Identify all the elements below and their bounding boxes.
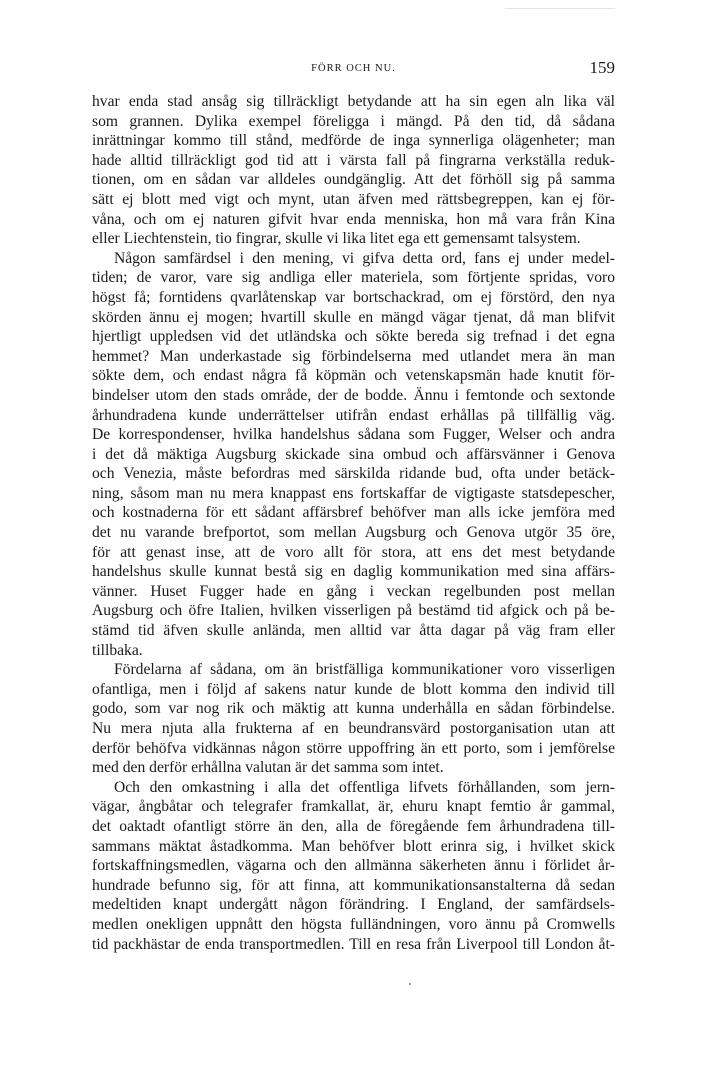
text-line: tiden; de varor, vare sig andliga eller materiela, som förtjente spridas, voro bbox=[92, 269, 615, 287]
text-line: godo, som var nog rik och mäktig att kunna underhålla en sådan förbindelse. bbox=[92, 700, 615, 718]
scan-artifact-line bbox=[505, 8, 615, 9]
text-line: Augsburg och öfre Italien, hvilken visserligen på bestämd tid afgick och på be- bbox=[92, 602, 615, 620]
text-line: som grannen. Dylika exempel föreligga i mängd. På den tid, då sådana bbox=[92, 112, 615, 130]
text-line: sökte dem, och endast några få köpmän och vetenskapsmän hade knutit för- bbox=[92, 367, 615, 385]
text-line: sätt ej blott med vigt och mynt, utan äfven med rättsbegreppen, kan ej för- bbox=[92, 190, 615, 208]
text-line: hjertligt uppledsen vid det utländska och sökte bereda sig trefnad i det egna bbox=[92, 328, 615, 346]
text-line: århundradena kunde underrättelser utifrån endast erhållas på tillfällig väg. bbox=[92, 406, 615, 424]
body-text bbox=[92, 92, 615, 954]
text-line: och Venezia, måste befordras med särskilda ridande bud, ofta under betäck- bbox=[92, 465, 615, 483]
text-line: inrättningar kommo till stånd, medförde de inga synnerliga olägenheter; man bbox=[92, 132, 615, 150]
text-line: De korrespondenser, hvilka handelshus sådana som Fugger, Welser och andra bbox=[92, 426, 615, 444]
text-line: Nu mera njuta alla frukterna af en beundransvärd postorganisation utan att bbox=[92, 720, 615, 737]
text-line: det nu varande brefportot, som mellan Augsburg och Genova utgör 35 öre, bbox=[92, 524, 615, 542]
text-line: med den derför erhållna valutan är det samma som intet. bbox=[92, 759, 444, 777]
text-line: ning, såsom man nu mera knappast ens fortskaffar de vigtigaste statsdepescher, bbox=[92, 484, 615, 502]
text-line: tionen, om en sådan var alldeles oundgänglig. Att det förhöll sig på samma bbox=[92, 171, 615, 189]
text-line: ofantliga, men i följd af sakens natur kunde de blott komma den individ till bbox=[92, 680, 615, 698]
scan-speck bbox=[409, 983, 411, 985]
page-header bbox=[92, 58, 615, 80]
text-line: för att genast inse, att de voro allt för stora, att ens det mest betydande bbox=[92, 543, 615, 561]
text-line: derför behöfva vidkännas någon större uppoffring än ett porto, som i jemförelse bbox=[92, 739, 615, 757]
text-line: eller Liechtenstein, tio fingrar, skulle vi lika litet ega ett gemensamt talsystem. bbox=[92, 230, 581, 248]
text-line: tillbaka. bbox=[92, 641, 143, 659]
text-line: medeltiden knapt undergått någon förändring. I England, der samfärdsels- bbox=[92, 896, 615, 914]
text-line: hemmet? Man underkastade sig förbindelserna med utlandet mera än man bbox=[92, 347, 615, 365]
text-line: högst få; forntidens qvarlåtenskap var bortschackrad, om ej förstörd, den nya bbox=[92, 288, 615, 306]
text-line: det oaktadt ofantligt större än den, alla de föregående fem århundradena till- bbox=[92, 817, 615, 835]
text-line: tid packhästar de enda transportmedlen. Till en resa från Liverpool till London åt- bbox=[92, 935, 615, 953]
text-line: bindelser utom den stads område, der de bodde. Ännu i femtonde och sextonde bbox=[92, 386, 615, 404]
text-line: i det då mäktiga Augsburg skickade sina ombud och affärsvänner i Genova bbox=[92, 445, 615, 463]
text-line: hade alltid tillräckligt god tid att i värsta fall på fingrarna verkställa reduk- bbox=[92, 151, 615, 169]
text-line: vägar, ångbåtar och telegrafer framkallat, är, ehuru knapt femtio år gammal, bbox=[92, 798, 615, 816]
text-line: sammans mäktat åstadkomma. Man behöfver blott erinra sig, i hvilket skick bbox=[92, 837, 615, 855]
text-line: Och den omkastning i alla det offentliga lifvets förhållanden, som jern- bbox=[114, 778, 615, 796]
text-line: skörden ännu ej mogen; hvartill skulle en mängd vägar tjenat, då man blifvit bbox=[92, 308, 615, 326]
running-title: FÖRR OCH NU. bbox=[311, 63, 396, 74]
text-line: Fördelarna af sådana, om än bristfälliga kommunikationer voro visserligen bbox=[114, 661, 615, 679]
text-line: medlen onekligen uppnått den högsta fulländningen, voro ännu på Cromwells bbox=[92, 915, 615, 933]
text-line: hundrade befunno sig, för att finna, att kommunikationsanstalterna då sedan bbox=[92, 876, 615, 894]
page-number: 159 bbox=[589, 58, 615, 77]
text-line: hvar enda stad ansåg sig tillräckligt betydande att ha sin egen aln lika väl bbox=[92, 93, 615, 110]
text-line: våna, och om ej naturen gifvit hvar enda menniska, hon må vara från Kina bbox=[92, 210, 615, 228]
text-line: handelshus skulle kunnat bestå sig en daglig kommunikation med sina affärs- bbox=[92, 563, 615, 581]
text-line: fortskaffningsmedlen, vägarna och den allmänna säkerheten ännu i förlidet år- bbox=[92, 857, 615, 875]
text-line: och kostnaderna för ett sådant affärsbref behöfver man alls icke jemföra med bbox=[92, 504, 615, 522]
text-line: Någon samfärdsel i den mening, vi gifva detta ord, fans ej under medel- bbox=[114, 249, 615, 267]
text-line: stämd tid äfven skulle anlända, men alltid var åtta dagar på väg fram eller bbox=[92, 622, 615, 640]
text-line: vänner. Huset Fugger hade en gång i veckan regelbunden post mellan bbox=[92, 582, 615, 600]
